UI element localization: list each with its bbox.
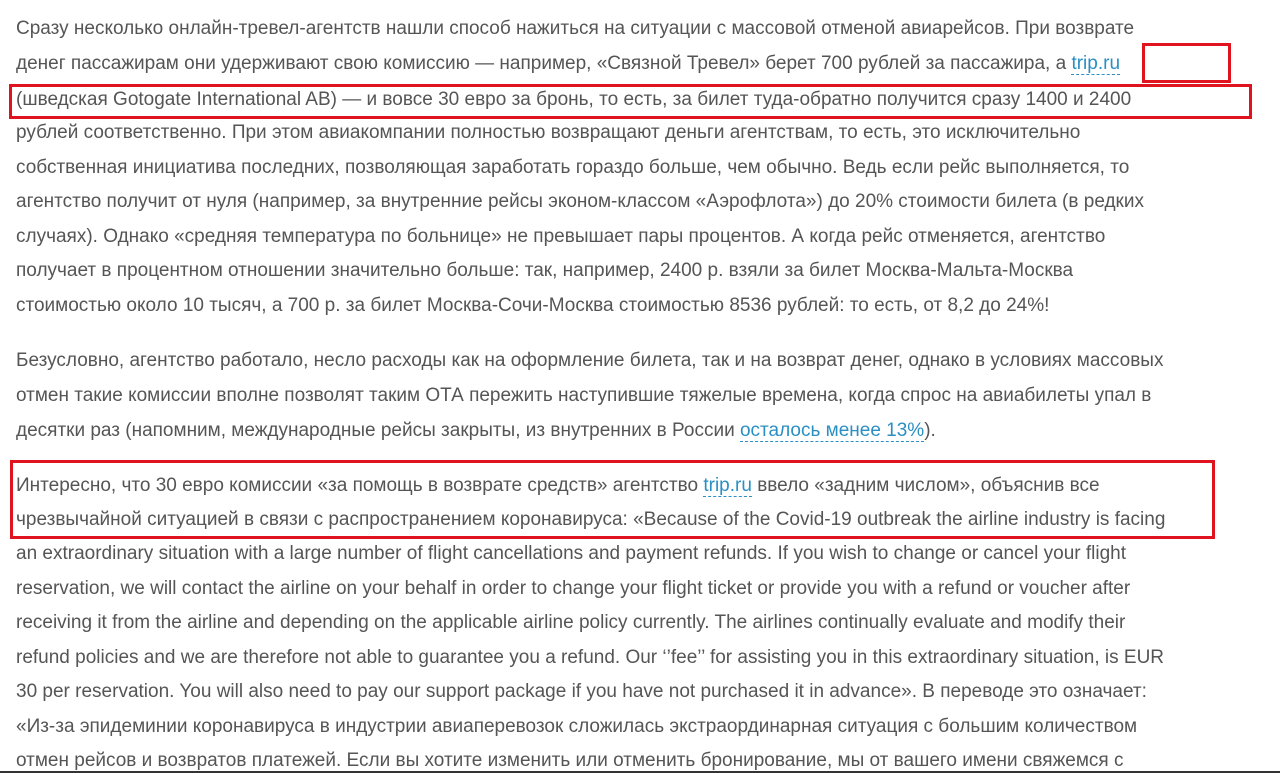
p1-line-2 (16, 52, 1120, 76)
p2-line-3 (16, 419, 936, 443)
trip-ru-link-2[interactable]: trip.ru (703, 475, 752, 496)
trip-ru-link-1[interactable]: trip.ru (1071, 53, 1121, 74)
p2-line-2: отмен такие комиссии вполне позволят таким ОТА пережить наступившие тяжелые времена, когда спрос на авиабилеты упал в (16, 385, 1152, 406)
p3-line-3: an extraordinary situation with a large number of flight cancellations and payment refunds. If you wish to change or cancel your flight (16, 543, 1127, 564)
p3-line-1-text: Интересно, что 30 евро комиссии «за помощь в возврате средств» агентство (16, 475, 704, 496)
retroactive-fee-highlight-box (10, 460, 1215, 539)
p3-line-1-tail: ввело «задним числом», объяснив все (751, 475, 1100, 496)
p1-line-8: получает в процентном отношении значительно больше: так, например, 2400 р. взяли за билет Москва-Мальта-Москва (16, 260, 1074, 281)
p3-line-5: receiving it from the airline and depending on the applicable airline policy currently. The airlines continually evaluate and modify their (16, 612, 1126, 633)
commission-highlight-box (9, 84, 1252, 119)
p3-line-2: чрезвычайной ситуацией в связи с распространением коронавируса: «Because of the Covid-19 outbreak the airline industry is facing (16, 509, 1166, 530)
p1-line-7: случаях). Однако «средняя температура по больнице» не превышает пары процентов. А когда рейс отменяется, агентство (16, 226, 1106, 247)
p1-line-5: собственная инициатива последних, позволяющая заработать гораздо больше, чем обычно. Ведь если рейс выполняется, то (16, 157, 1130, 178)
p2-line-3-tail: ). (924, 420, 936, 441)
p3-line-8: «Из-за эпидеминии коронавируса в индустрии авиаперевозок сложилась экстраординарная ситуация с большим количеством (16, 716, 1138, 737)
p1-line-1: Сразу несколько онлайн-тревел-агентств нашли способ нажиться на ситуации с массовой отменой авиарейсов. При возврате (16, 18, 1135, 39)
p2-line-3-text: десятки раз (напомним, международные рейсы закрыты, из внутренних в России (16, 420, 740, 441)
p3-line-4: reservation, we will contact the airline on your behalf in order to change your flight ticket or provide you with a refund or voucher after (16, 578, 1131, 599)
p2-line-1: Безусловно, агентство работало, несло расходы как на оформление билета, так и на возврат денег, однако в условиях массовых (16, 350, 1164, 371)
p1-line-3: (шведская Gotogate International AB) — и вовсе 30 евро за бронь, то есть, за билет туда-обратно получится сразу 1400 и 2400 (16, 89, 1132, 110)
trip-ru-highlight-box (1142, 43, 1231, 83)
p3-line-9: отмен рейсов и возвратов платежей. Если вы хотите изменить или отменить бронирование, мы от вашего имени свяжемся с (16, 750, 1124, 771)
p1-line-4: рублей соответственно. При этом авиакомпании полностью возвращают деньги агентствам, то есть, это исключительно (16, 122, 1081, 143)
p1-line-2-text: денег пассажирам они удерживают свою комиссию — например, «Связной Тревел» берет 700 рублей за пассажира, а (16, 53, 1072, 74)
less-than-13-percent-link[interactable]: осталось менее 13% (739, 420, 925, 441)
p3-line-6: refund policies and we are therefore not able to guarantee you a refund. Our ‘’fee’’ for assisting you in this extraordinary situation, is EUR (16, 647, 1165, 668)
p1-line-9: стоимостью около 10 тысяч, а 700 р. за билет Москва-Сочи-Москва стоимостью 8536 рублей: то есть, от 8,2 до 24%! (16, 295, 1050, 316)
p1-line-6: агентство получит от нуля (например, за внутренние рейсы эконом-классом «Аэрофлота») до 20% стоимости билета (в редких (16, 191, 1144, 212)
p3-line-7: 30 per reservation. You will also need to pay our support package if you have not purchased it in advance». В переводе это означает: (16, 681, 1147, 702)
